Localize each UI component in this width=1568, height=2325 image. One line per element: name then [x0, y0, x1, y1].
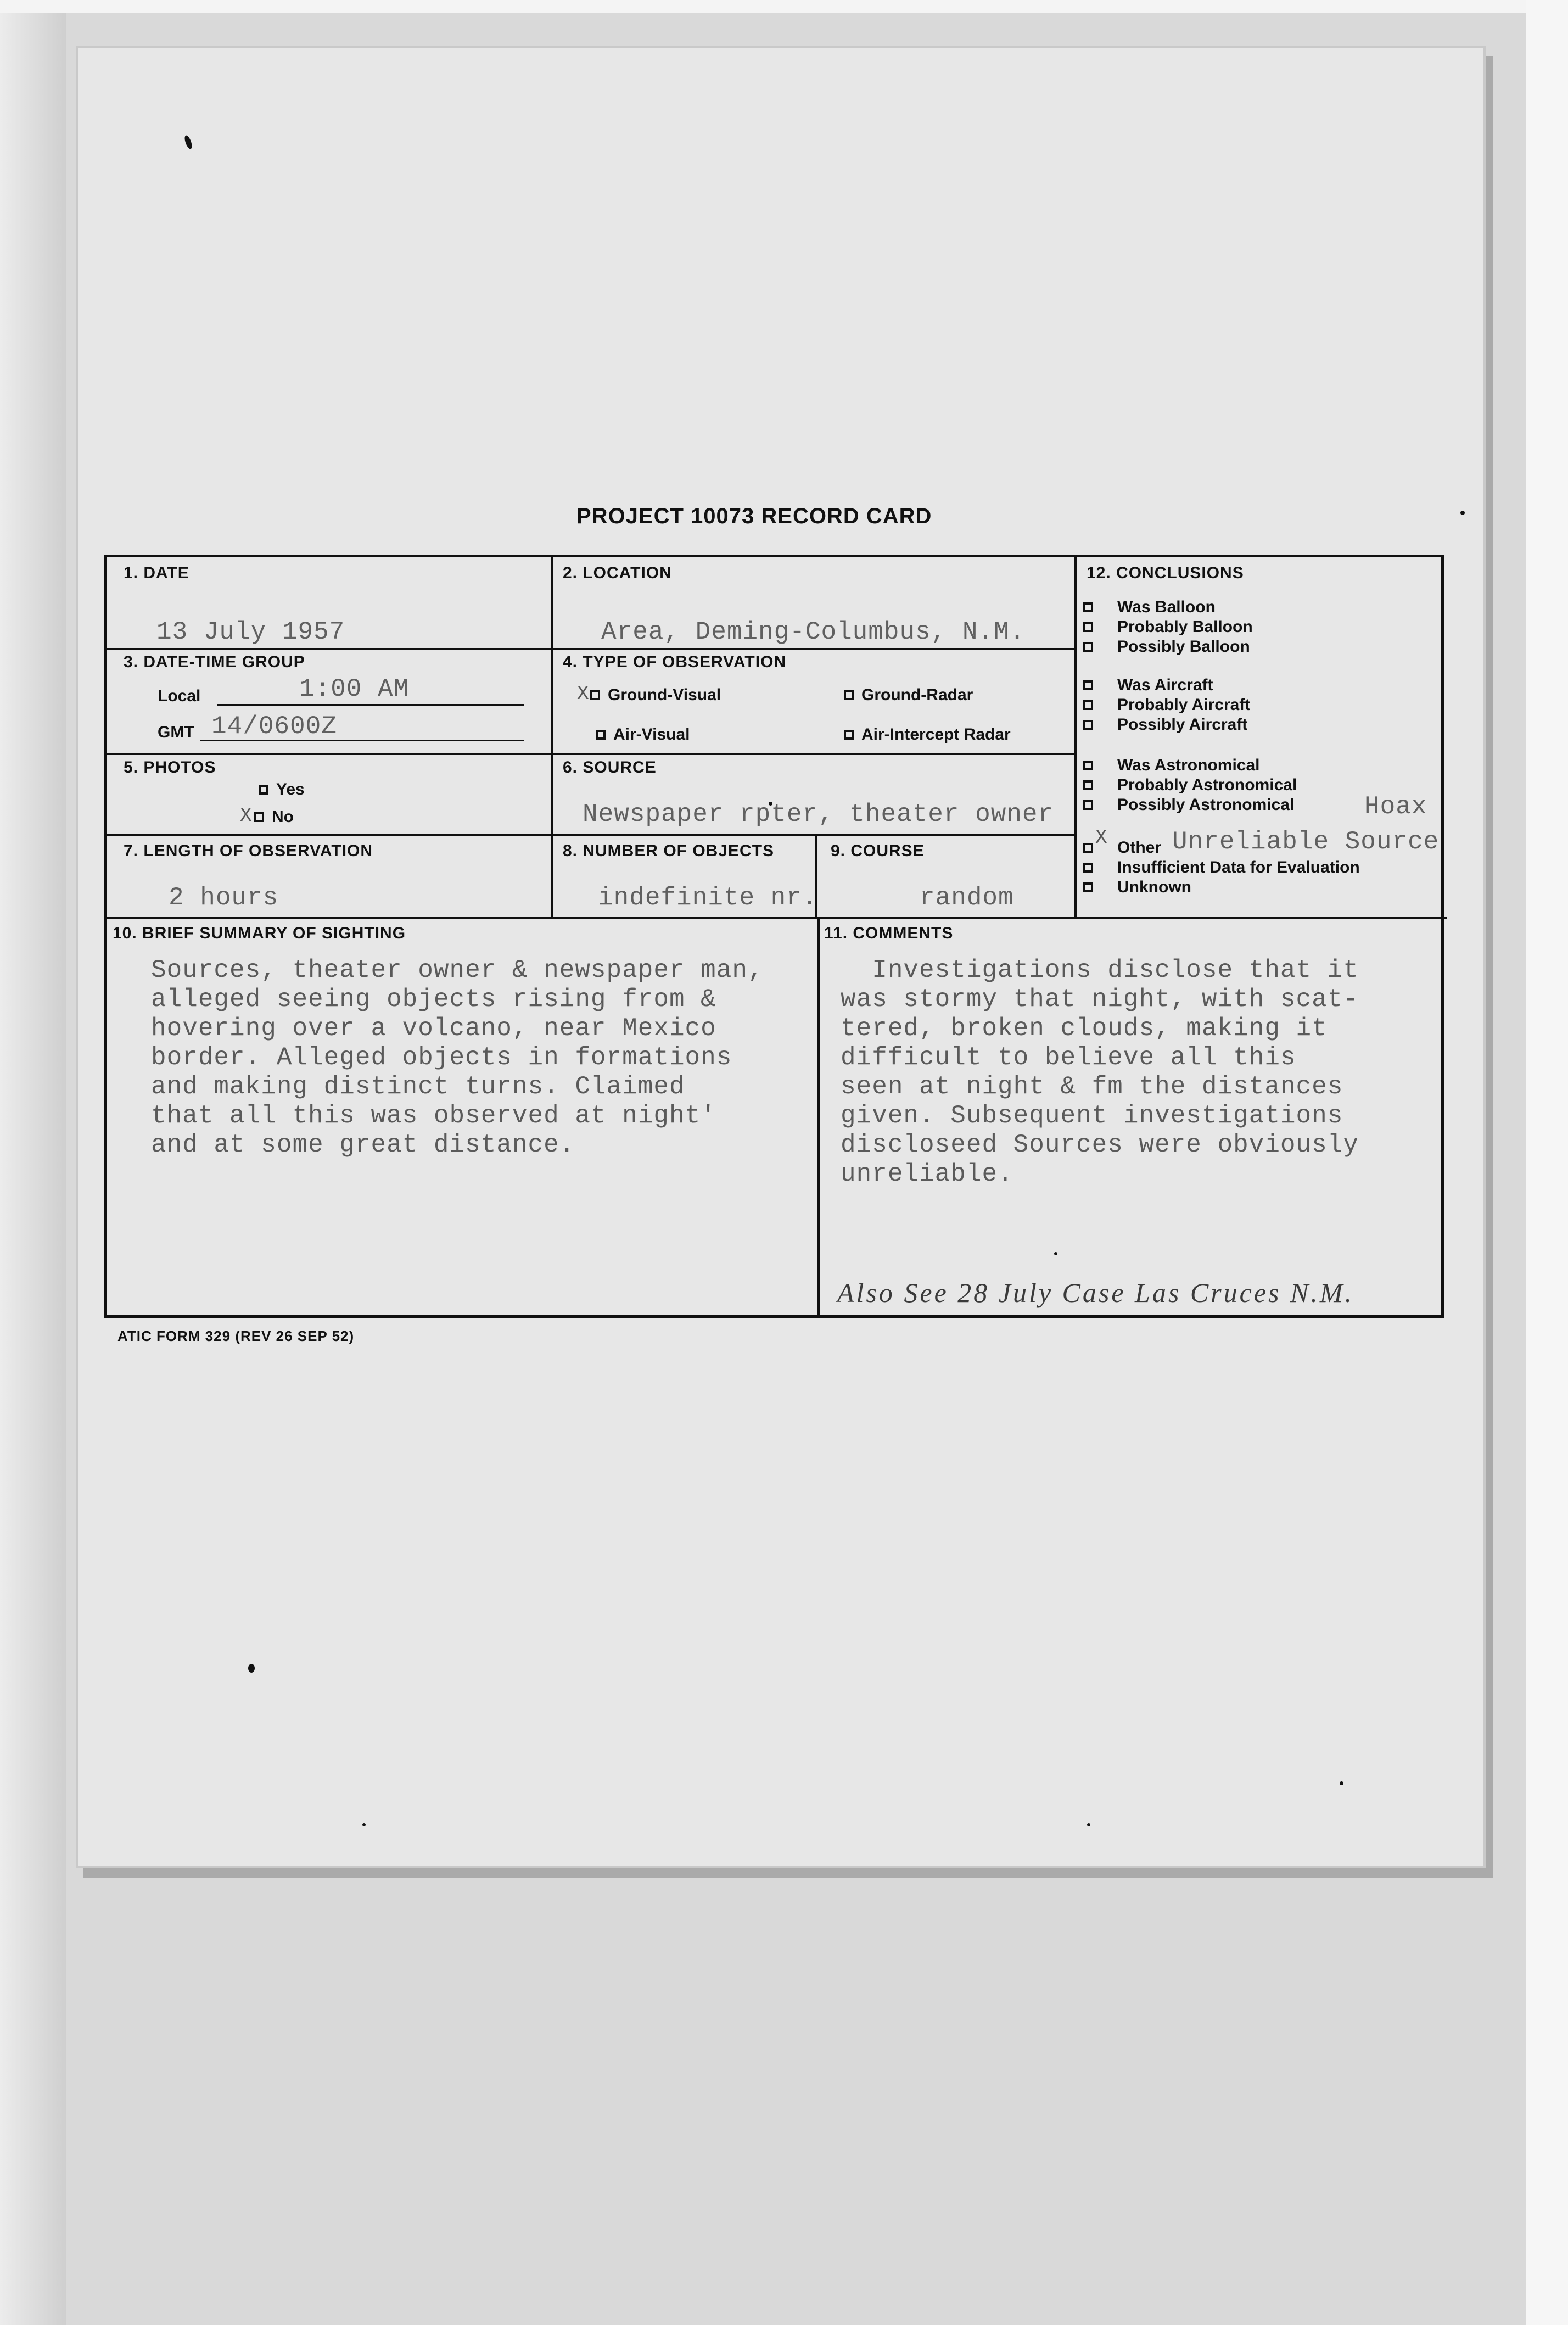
- number-of-objects-value: indefinite nr.: [598, 884, 818, 912]
- location-value: Area, Deming-Columbus, N.M.: [601, 618, 1026, 646]
- was-balloon-checkbox[interactable]: [1083, 602, 1093, 612]
- other-x-mark: X: [1095, 826, 1107, 849]
- was-astronomical-option: Was Astronomical: [1117, 756, 1260, 774]
- probably-balloon-checkbox[interactable]: [1083, 622, 1093, 632]
- other-option: Other: [1117, 839, 1162, 857]
- source-value: Newspaper rpter, theater owner: [583, 800, 1054, 829]
- record-form: [104, 555, 1444, 1318]
- ground-visual-x-mark: X: [577, 683, 589, 705]
- date-label: 1. DATE: [124, 564, 189, 582]
- scan-left-border: [0, 0, 66, 2325]
- was-aircraft-checkbox[interactable]: [1083, 680, 1093, 690]
- photos-yes-option: Yes: [276, 780, 305, 798]
- insufficient-data-option: Insufficient Data for Evaluation: [1117, 858, 1360, 876]
- was-astronomical-checkbox[interactable]: [1083, 761, 1093, 770]
- photos-no-option: No: [272, 808, 294, 826]
- unknown-option: Unknown: [1117, 878, 1191, 896]
- was-balloon-option: Was Balloon: [1117, 598, 1216, 616]
- air-visual-option: Air-Visual: [613, 725, 690, 744]
- gmt-label: GMT: [158, 723, 194, 741]
- handwritten-note: Also See 28 July Case Las Cruces N.M.: [837, 1277, 1354, 1308]
- air-intercept-radar-checkbox[interactable]: [844, 730, 854, 740]
- local-time-label: Local: [158, 687, 201, 705]
- comments-label: 11. COMMENTS: [824, 924, 954, 942]
- gmt-value: 14/0600Z: [211, 712, 337, 741]
- conclusions-label: 12. CONCLUSIONS: [1087, 564, 1244, 582]
- divider: [817, 917, 820, 1318]
- possibly-balloon-checkbox[interactable]: [1083, 642, 1093, 652]
- air-intercept-radar-option: Air-Intercept Radar: [861, 725, 1011, 744]
- comments-text: Investigations disclose that it was stormy that night, with scat- tered, broken clouds, making it difficult to believe all this seen at night & fm the distances given. Subsequent investigations discloseed Sources were obviously unreliable.: [841, 956, 1359, 1188]
- date-value: 13 July 1957: [156, 618, 345, 646]
- ground-radar-option: Ground-Radar: [861, 686, 973, 704]
- divider: [107, 648, 1076, 650]
- ground-visual-option: Ground-Visual: [608, 686, 721, 704]
- brief-summary-text: Sources, theater owner & newspaper man, alleged seeing objects rising from & hovering over a volcano, near Mexico border. Alleged objects in formations and making distinct turns. Claimed that all this was observed at night' and at some great distance.: [151, 956, 764, 1159]
- conclusion-extra-value: Hoax: [1364, 792, 1427, 821]
- ground-visual-checkbox[interactable]: [590, 690, 600, 700]
- divider: [107, 834, 1076, 836]
- length-of-observation-label: 7. LENGTH OF OBSERVATION: [124, 842, 373, 860]
- probably-aircraft-checkbox[interactable]: [1083, 700, 1093, 710]
- photos-yes-checkbox[interactable]: [259, 785, 268, 795]
- course-label: 9. COURSE: [831, 842, 925, 860]
- ground-radar-checkbox[interactable]: [844, 690, 854, 700]
- local-time-line: [217, 704, 524, 706]
- insufficient-data-checkbox[interactable]: [1083, 863, 1093, 873]
- probably-astronomical-checkbox[interactable]: [1083, 780, 1093, 790]
- divider: [551, 557, 553, 917]
- date-time-group-label: 3. DATE-TIME GROUP: [124, 653, 305, 671]
- unknown-checkbox[interactable]: [1083, 882, 1093, 892]
- probably-astronomical-option: Probably Astronomical: [1117, 776, 1297, 794]
- source-label: 6. SOURCE: [563, 758, 657, 776]
- local-time-value: 1:00 AM: [299, 675, 410, 703]
- number-of-objects-label: 8. NUMBER OF OBJECTS: [563, 842, 775, 860]
- possibly-aircraft-option: Possibly Aircraft: [1117, 716, 1248, 734]
- possibly-aircraft-checkbox[interactable]: [1083, 720, 1093, 730]
- dust-speck: [1460, 511, 1465, 515]
- air-visual-checkbox[interactable]: [596, 730, 606, 740]
- dust-speck: [362, 1823, 366, 1826]
- length-of-observation-value: 2 hours: [169, 884, 279, 912]
- scan-right-strip: [1526, 0, 1568, 2325]
- other-conclusion-value: Unreliable Source: [1172, 828, 1440, 856]
- dust-speck: [1087, 1823, 1090, 1826]
- probably-balloon-option: Probably Balloon: [1117, 618, 1253, 636]
- possibly-astronomical-checkbox[interactable]: [1083, 800, 1093, 810]
- divider: [107, 753, 1076, 755]
- photos-no-checkbox[interactable]: [254, 812, 264, 822]
- location-label: 2. LOCATION: [563, 564, 672, 582]
- photos-label: 5. PHOTOS: [124, 758, 216, 776]
- divider: [1074, 557, 1077, 917]
- form-id: ATIC FORM 329 (REV 26 SEP 52): [117, 1328, 355, 1344]
- brief-summary-label: 10. BRIEF SUMMARY OF SIGHTING: [113, 924, 406, 942]
- other-checkbox[interactable]: [1083, 843, 1093, 853]
- dust-speck: [248, 1664, 255, 1673]
- card-title: PROJECT 10073 RECORD CARD: [576, 504, 932, 528]
- divider: [107, 917, 1447, 919]
- type-of-observation-label: 4. TYPE OF OBSERVATION: [563, 653, 787, 671]
- probably-aircraft-option: Probably Aircraft: [1117, 696, 1251, 714]
- possibly-balloon-option: Possibly Balloon: [1117, 638, 1250, 656]
- photos-no-x-mark: X: [240, 804, 252, 827]
- scan-top-strip: [0, 0, 1568, 13]
- course-value: random: [920, 884, 1014, 912]
- dust-speck: [1340, 1781, 1343, 1785]
- was-aircraft-option: Was Aircraft: [1117, 676, 1213, 694]
- possibly-astronomical-option: Possibly Astronomical: [1117, 796, 1295, 814]
